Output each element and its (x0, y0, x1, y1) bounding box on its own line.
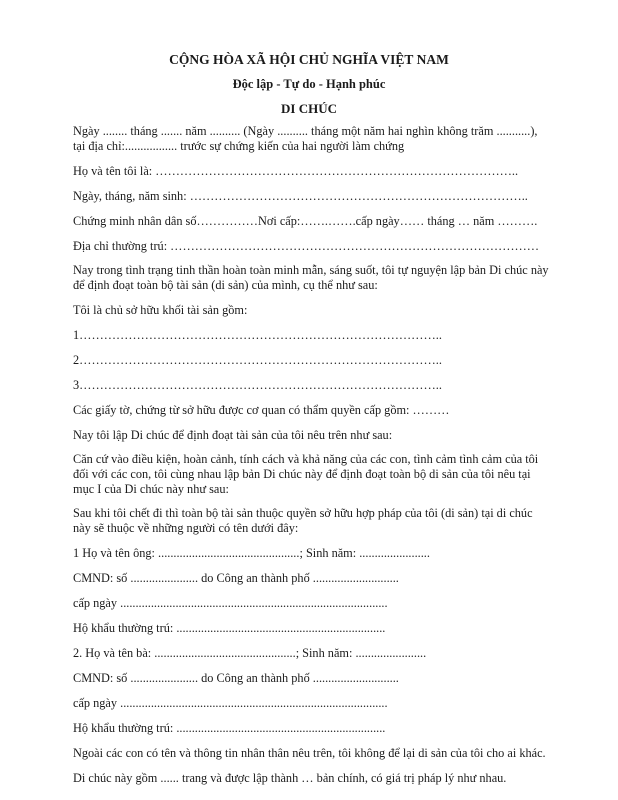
asset-item-1: 1…………………………………………………………………………….. (73, 328, 442, 342)
basis-line-1: Căn cứ vào điều kiện, hoàn cảnh, tính cách và khả năng của các con, tình cảm tình cảm của tôi (73, 452, 539, 466)
motto: Độc lập - Tự do - Hạnh phúc (232, 77, 386, 91)
inheritance-line-2: này sẽ thuộc về những người có tên dưới đây: (73, 521, 299, 535)
exclusion-line: Ngoài các con có tên và thông tin nhân thân nêu trên, tôi không để lại di sản của tôi cho ai khác. (73, 746, 546, 760)
basis-line-2: đối với các con, tôi cùng nhau lập bản Di chúc này để định đoạt toàn bộ di sản của tôi nêu tại (73, 467, 531, 481)
declaration-line-2: để định đoạt toàn bộ tài sản (di sản) của mình, cụ thể như sau: (73, 278, 378, 292)
full-name-line: Họ và tên tôi là: …………………………………………………………………………….. (73, 164, 519, 178)
basis-line-3: mục I của Di chúc này như sau: (73, 482, 229, 496)
heir-2-name-line: 2. Họ và tên bà: ..............................................; Sinh năm: ....................... (73, 646, 427, 660)
pages-copies-line: Di chúc này gồm ...... trang và được lập thành … bản chính, có giá trị pháp lý như nhau. (73, 771, 507, 785)
heir-2-id-line: CMND: số ...................... do Công an thành phố ............................ (73, 671, 399, 685)
will-purpose-line: Nay tôi lập Di chúc để định đoạt tài sản của tôi nêu trên như sau: (73, 428, 393, 442)
heir-2-residence-line: Hộ khẩu thường trú: .................................................................... (73, 721, 386, 735)
heir-2-issue-date-line: cấp ngày ....................................................................................... (73, 696, 388, 710)
asset-item-3: 3…………………………………………………………………………….. (73, 378, 442, 392)
heir-1-residence-line: Hộ khẩu thường trú: .................................................................... (73, 621, 386, 635)
document-title: DI CHÚC (281, 101, 337, 116)
date-line: Ngày ........ tháng ....... năm .......... (Ngày .......... tháng một năm hai nghìn không trăm ...........), (73, 124, 538, 138)
assets-heading: Tôi là chủ sở hữu khối tài sản gồm: (73, 303, 248, 317)
permanent-address-line: Địa chỉ thường trú: ……………………………………………………………………………… (73, 239, 540, 253)
heir-1-name-line: 1 Họ và tên ông: ..............................................; Sinh năm: ....................... (73, 546, 430, 560)
heir-1-id-line: CMND: số ...................... do Công an thành phố ............................ (73, 571, 399, 585)
declaration-line-1: Nay trong tình trạng tinh thần hoàn toàn minh mẫn, sáng suốt, tôi tự nguyện lập bản Di chúc này (73, 263, 549, 277)
national-title: CỘNG HÒA XÃ HỘI CHỦ NGHĨA VIỆT NAM (169, 52, 449, 67)
inheritance-line-1: Sau khi tôi chết đi thì toàn bộ tài sản thuộc quyền sở hữu hợp pháp của tôi (di sản) tại di chúc (73, 506, 533, 520)
heir-1-issue-date-line: cấp ngày ....................................................................................... (73, 596, 388, 610)
ownership-documents-line: Các giấy tờ, chứng từ sở hữu được cơ quan có thẩm quyền cấp gồm: ……… (73, 403, 450, 417)
id-card-line: Chứng minh nhân dân số……………Nơi cấp:…….…….cấp ngày…… tháng … năm ………. (73, 214, 538, 228)
birth-date-line: Ngày, tháng, năm sinh: ……………………………………………………………………….. (73, 189, 528, 203)
address-witness-line: tại địa chỉ:................. trước sự chứng kiến của hai người làm chứng (73, 139, 405, 153)
asset-item-2: 2…………………………………………………………………………….. (73, 353, 442, 367)
